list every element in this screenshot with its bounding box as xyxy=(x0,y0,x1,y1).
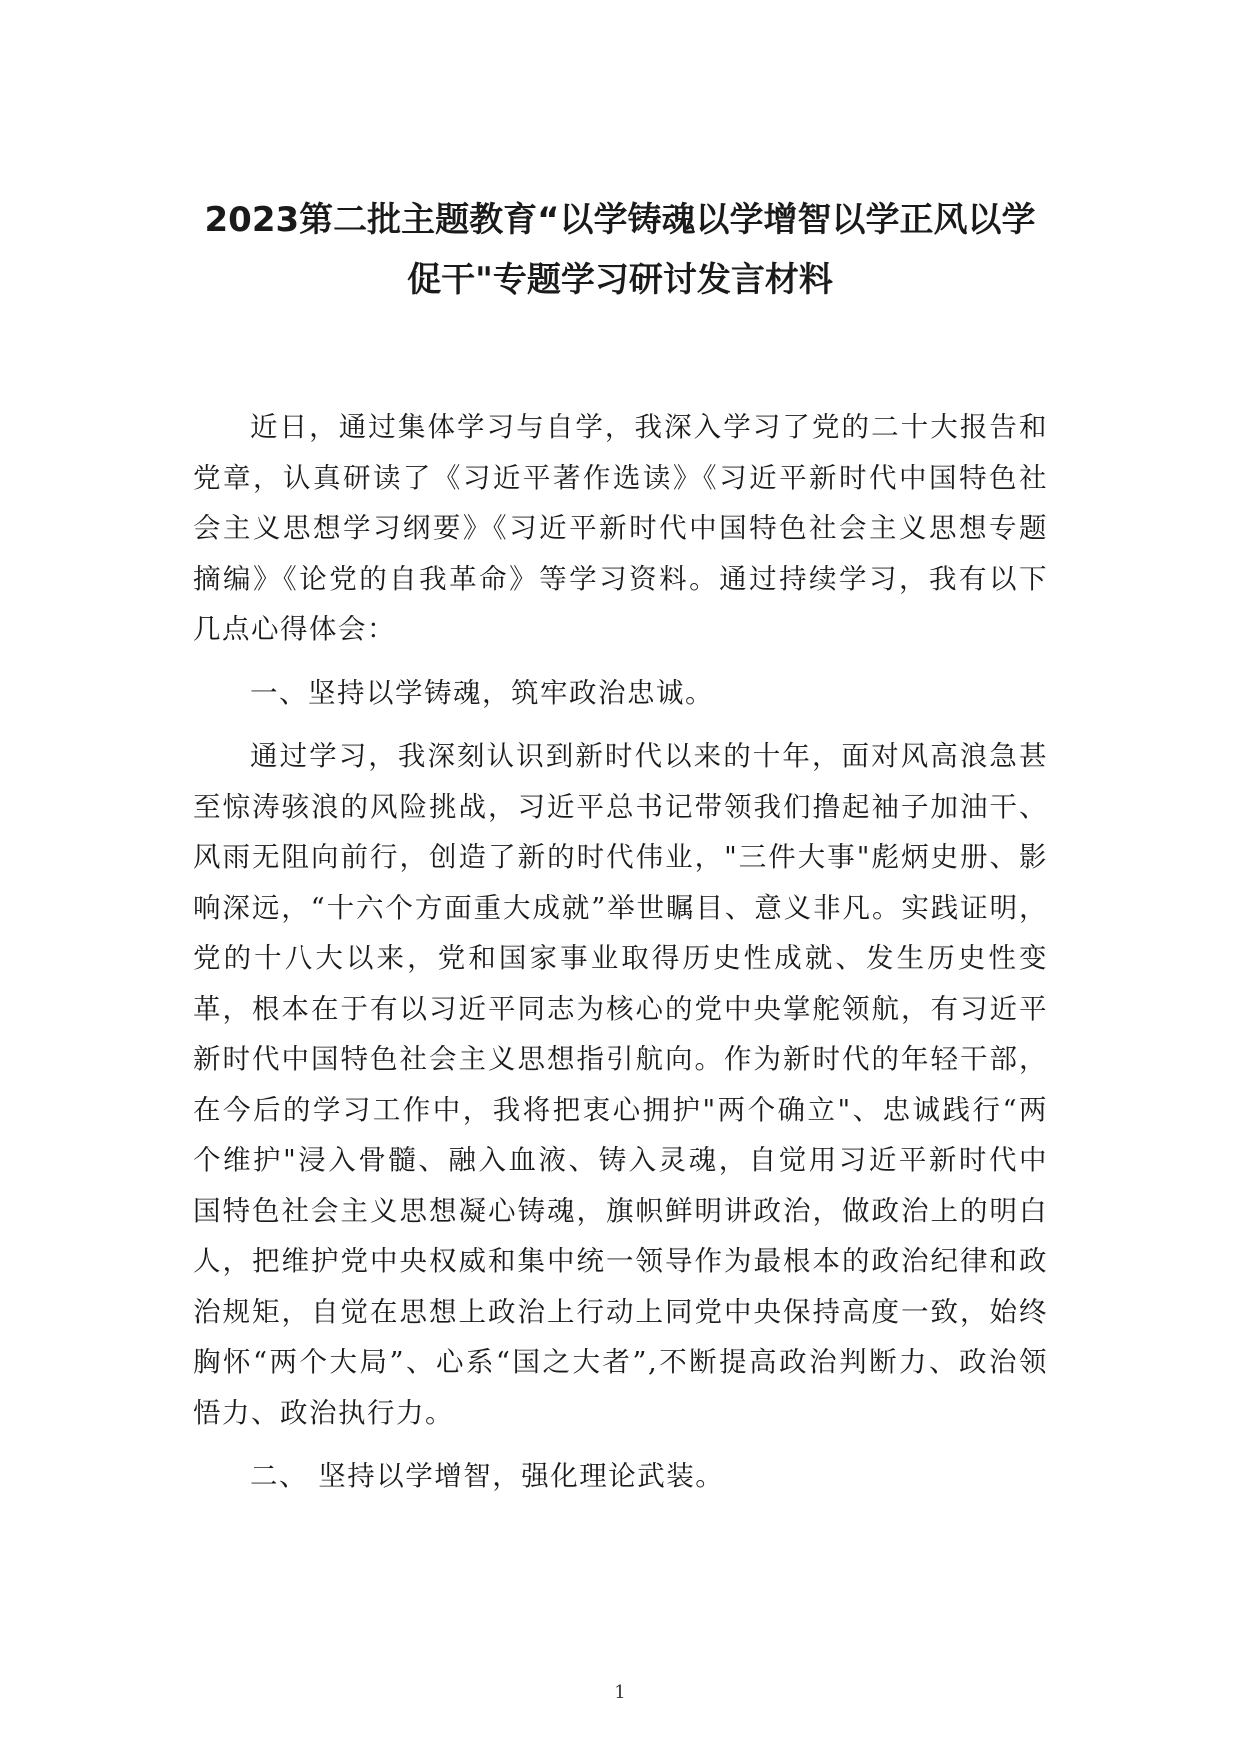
section-2-heading: 二、 坚持以学增智，强化理论武装。 xyxy=(250,1460,725,1492)
section-1-paragraph: 通过学习，我深刻认识到新时代以来的十年，面对风高浪急甚至惊涛骇浪的风险挑战，习近平总书记带领我们撸起袖子加油干、风雨无阻向前行，创造了新的时代伟业，"三件大事"彪炳史册、影响深远，“十六个方面重大成就”举世瞩目、意义非凡。实践证明，党的十八大以来，党和国家事业取得历史性成就、发生历史性变革，根本在于有以习近平同志为核心的党中央掌舵领航，有习近平新时代中国特色社会主义思想指引航向。作为新时代的年轻干部，在今后的学习工作中，我将把衷心拥护"两个确立"、忠诚践行“两个维护"浸入骨髓、融入血液、铸入灵魂，自觉用习近平新时代中国特色社会主义思想凝心铸魂，旗帜鲜明讲政治，做政治上的明白人，把维护党中央权威和集中统一领导作为最根本的政治纪律和政治规矩，自觉在思想上政治上行动上同党中央保持高度一致，始终胸怀“两个大局”、心系“国之大者”,不断提高政治判断力、政治领悟力、政治执行力。 xyxy=(193,740,1048,1429)
document-body xyxy=(193,402,1048,1515)
section-1-heading: 一、坚持以学铸魂，筑牢政治忠诚。 xyxy=(250,676,714,709)
page-number: 1 xyxy=(614,1682,626,1703)
document-title xyxy=(180,190,1060,310)
title-line-1: 2023第二批主题教育“以学铸魂以学增智以学正风以学 xyxy=(204,200,1036,240)
title-line-2: 促干"专题学习研讨发言材料 xyxy=(407,260,833,300)
intro-paragraph: 近日，通过集体学习与自学，我深入学习了党的二十大报告和党章，认真研读了《习近平著作选读》《习近平新时代中国特色社会主义思想学习纲要》《习近平新时代中国特色社会主义思想专题摘编》《论党的自我革命》等学习资料。通过持续学习，我有以下几点心得体会： xyxy=(193,411,1048,645)
